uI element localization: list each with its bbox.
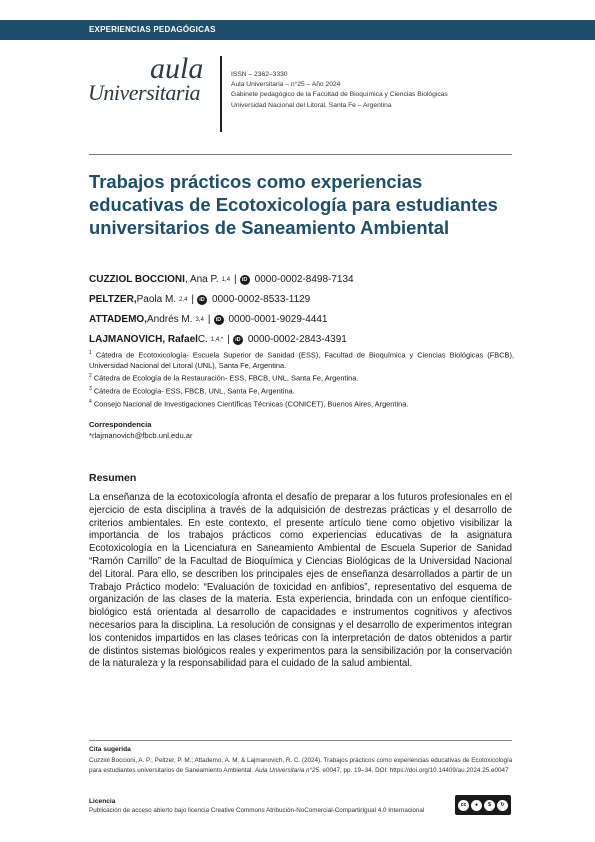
author-surname: PELTZER,	[89, 294, 137, 305]
license-title: Licencia	[89, 798, 116, 805]
affiliation-number: 4	[89, 399, 92, 406]
author-row	[89, 330, 354, 350]
author-given-name: C.	[197, 334, 208, 345]
orcid-id[interactable]: 0000-0002-8533-1129	[212, 294, 311, 305]
author-affiliation-mark: 2,4	[179, 297, 188, 303]
author-row	[89, 270, 354, 290]
orcid-icon[interactable]: iD	[240, 275, 250, 285]
author-surname: LAJMANOVICH, Rafael	[89, 334, 198, 345]
cc-icon: cc	[458, 800, 469, 811]
affiliation-item	[89, 371, 514, 384]
title-divider	[89, 154, 512, 155]
author-given-name: , Ana P.	[184, 274, 219, 285]
abstract-heading: Resumen	[89, 472, 137, 484]
affiliation-number: 1	[89, 350, 92, 356]
logo-text-aula: aula	[150, 52, 204, 85]
meta-issue: Aula Universitaria – n°25 – Año 2024	[231, 81, 341, 89]
author-separator: |	[234, 274, 237, 285]
meta-university: Universidad Nacional del Litoral, Santa Fe – Argentina	[231, 101, 392, 109]
meta-publisher: Gabinete pedagógico de la Facultad de Bioquímica y Ciencias Biológicas	[231, 91, 448, 99]
author-surname: CUZZIOL BOCCIONI	[89, 274, 185, 285]
journal-logo	[88, 52, 208, 112]
article-title: Trabajos prácticos como experiencias educativas de Ecotoxicología para estudiantes universitarios de Saneamiento Ambiental	[89, 171, 498, 238]
affiliation-item	[89, 397, 514, 410]
author-surname: ATTADEMO,	[89, 314, 147, 325]
author-row	[89, 290, 354, 310]
logo-text-universitaria: Universitaria	[88, 80, 201, 105]
footer-divider	[89, 740, 512, 741]
affiliation-item	[89, 348, 514, 371]
citation-title: Cita sugerida	[89, 746, 131, 753]
license-block	[89, 797, 439, 816]
affiliation-number: 3	[89, 386, 92, 393]
orcid-icon[interactable]: iD	[214, 315, 224, 325]
affiliation-list	[89, 348, 514, 410]
correspondence-title: Correspondencia	[89, 420, 152, 429]
author-row	[89, 310, 354, 330]
affiliation-text: Cátedra de Ecología- ESS, FBCB, UNL, Santa Fe, Argentina.	[93, 386, 295, 396]
suggested-citation	[89, 745, 514, 775]
author-list	[89, 270, 354, 350]
citation-text-before: Cuzziol Boccioni, A. P.; Peltzer, P. M.; Attademo, A. M. & Lajmanovich, R. C. (2024). Trabajos prácticos como experiencias educativas de Ecotoxicología para estudiantes universitarios de Saneamiento Ambiental.	[89, 757, 513, 774]
affiliation-item	[89, 384, 514, 397]
affiliation-text: Cátedra de Ecotoxicología- Escuela Superior de Sanidad (ESS), Facultad de Bioquímica y Ciencias Biológicas (FBCB), Universidad Nacional del Litoral (UNL), Santa Fe, Argentina.	[89, 350, 514, 370]
license-text: Publicación de acceso abierto bajo licencia Creative Commons Atribución-NoComercial-CompartirIgual 4.0 Internacional	[89, 807, 425, 815]
by-attribution-icon: ●	[471, 800, 482, 811]
header-divider	[220, 56, 222, 132]
orcid-icon[interactable]: iD	[197, 295, 207, 305]
author-affiliation-mark: 3,4	[195, 317, 204, 323]
author-given-name: Andrés M.	[146, 314, 193, 325]
affiliation-text: Consejo Nacional de Investigaciones Científicas Técnicas (CONICET), Buenos Aires, Argentina.	[93, 399, 409, 409]
nc-noncommercial-icon: $	[484, 800, 495, 811]
author-given-name: Paola M.	[136, 294, 177, 305]
correspondence-email[interactable]: *rlajmanovich@fbcb.unl.edu.ar	[89, 431, 193, 440]
author-separator: |	[207, 314, 211, 325]
correspondence-block	[89, 419, 193, 441]
orcid-id[interactable]: 0000-0002-8498-7134	[254, 274, 354, 285]
author-affiliation-mark: 1,4,*	[210, 337, 224, 343]
citation-text-after[interactable]: . e0047, pp. 19–34. DOI: https://doi.org/10.14409/au.2024.25.e0047	[319, 766, 509, 774]
creative-commons-badge[interactable]	[455, 795, 511, 815]
orcid-id[interactable]: 0000-0002-2843-4391	[247, 334, 347, 345]
author-separator: |	[191, 294, 195, 305]
affiliation-text: Cátedra de Ecología de la Restauración- ESS, FBCB, UNL, Santa Fe, Argentina.	[93, 373, 359, 383]
orcid-id[interactable]: 0000-0001-9029-4441	[228, 314, 328, 325]
abstract-text: La enseñanza de la ecotoxicología afronta el desafío de preparar a los futuros profesionales en el ejercicio de esta disciplina a través de la adquisición de destrezas prácticas y el desarrollo de criterios ambientales. En este contexto, el presente artículo tiene como objetivo visibilizar la importancia de los trabajos prácticos como experiencias educativas de la asignatura Ecotoxicología en la Licenciatura en Saneamiento Ambiental de Escuela Superior de Sanidad “Ramón Carrillo” de la Facultad de Bioquímica y Ciencias Biológicas de la Universidad Nacional del Litoral. Para ello, se describen los principales ejes de enseñanza desarrollados a partir de un Trabajo Práctico modelo: “Evaluación de toxicidad en anfibios”, representativo del esquema de organización de las clases de la materia. Esta experiencia, brindada con un enfoque científico-biológico está orientada al desarrollo de capacidades e instrumentos cognitivos y afectivos necesarios para la disciplina. La resolución de consignas y el desarrollo de experimentos integran los contenidos impartidos en las clases teóricas con la interpretación de datos obtenidos a partir de distintos sistemas biológicos reales y experimentos para la sensibilización por la conservación de la naturaleza y la responsabilidad para el cuidado de la salud ambiental.	[89, 492, 512, 670]
meta-issn: ISSN – 2362–3330	[231, 71, 288, 78]
author-separator: |	[227, 334, 230, 345]
section-header-bar	[0, 20, 595, 40]
affiliation-number: 2	[89, 373, 92, 380]
author-affiliation-mark: 1,4	[221, 277, 231, 283]
orcid-icon[interactable]: iD	[233, 335, 243, 345]
section-label: EXPERIENCIAS PEDAGÓGICAS	[89, 25, 216, 34]
citation-text	[89, 756, 514, 775]
journal-metadata	[231, 70, 448, 111]
sa-sharealike-icon: ↻	[497, 800, 508, 811]
citation-journal: Aula Universitaria n°25	[254, 766, 320, 774]
